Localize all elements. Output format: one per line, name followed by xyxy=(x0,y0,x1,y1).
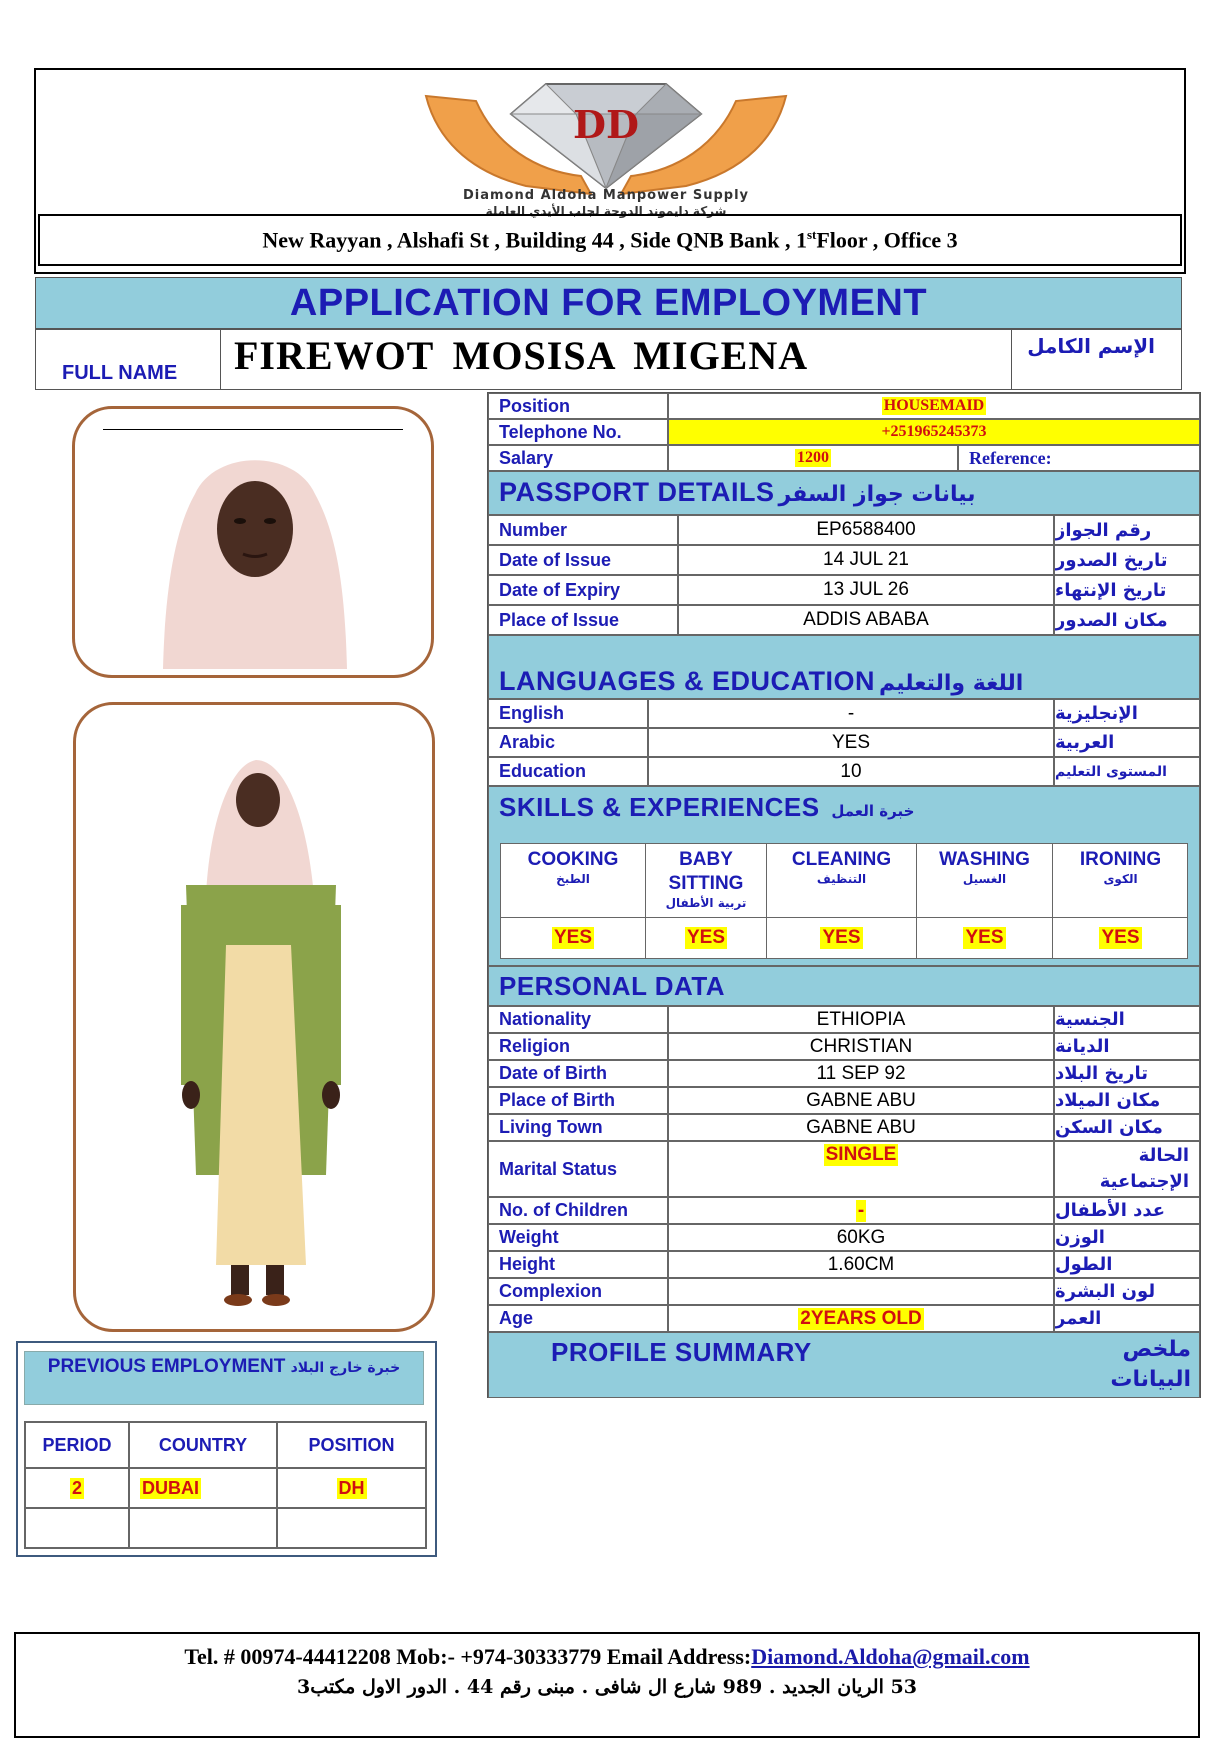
skill-washing-value-cell xyxy=(917,918,1052,958)
skill-baby-sitting-ar: تربية الأطفال xyxy=(665,896,747,910)
svg-text:DD: DD xyxy=(573,102,639,147)
header-box xyxy=(34,68,1186,274)
passport-number-value: EP6588400 xyxy=(678,515,1054,545)
height-ar: الطول xyxy=(1054,1251,1200,1278)
period-cell xyxy=(25,1468,129,1508)
period-value: 2 xyxy=(71,1477,82,1498)
position-value-cell xyxy=(668,393,1200,419)
children-value-cell xyxy=(668,1197,1054,1224)
religion-label: Religion xyxy=(488,1033,668,1060)
arabic-label: Arabic xyxy=(488,728,648,757)
date-of-issue-ar: تاريخ الصدور xyxy=(1054,545,1200,575)
company-name-ar: شركة دايموند الدوحة لجلب الأيدي العاملة xyxy=(485,204,727,218)
skill-cooking-head xyxy=(501,844,645,918)
skill-washing-head xyxy=(917,844,1052,918)
salary-value-cell xyxy=(668,445,958,471)
place-of-issue-label: Place of Issue xyxy=(488,605,678,635)
application-details-table xyxy=(487,392,1201,1398)
skill-ironing xyxy=(1053,844,1188,958)
passport-section-title xyxy=(499,477,976,508)
full-name-row xyxy=(35,329,1182,390)
skill-cleaning-value: YES xyxy=(822,927,861,948)
nationality-label: Nationality xyxy=(488,1006,668,1033)
height-label: Height xyxy=(488,1251,668,1278)
english-value: - xyxy=(648,699,1054,728)
country-cell xyxy=(129,1468,277,1508)
person-full-body-icon xyxy=(76,705,435,1332)
children-label: No. of Children xyxy=(488,1197,668,1224)
place-of-issue-ar: مكان الصدور xyxy=(1054,605,1200,635)
page-title: APPLICATION FOR EMPLOYMENT xyxy=(289,281,928,324)
profile-summary-title-ar: ملخص البيانات xyxy=(1110,1337,1191,1392)
reference-label: Reference: xyxy=(958,445,1200,471)
full-name-label-cell xyxy=(36,330,221,389)
languages-section-header xyxy=(488,635,1200,699)
skill-ironing-value: YES xyxy=(1101,927,1140,948)
skill-baby-sitting-value-cell xyxy=(646,918,766,958)
age-label: Age xyxy=(488,1305,668,1332)
position-header: POSITION xyxy=(277,1422,426,1468)
date-of-birth-value: 11 SEP 92 xyxy=(668,1060,1054,1087)
salary-label: Salary xyxy=(488,445,668,471)
footer-contact-box xyxy=(14,1632,1200,1738)
full-name-ar-cell xyxy=(1011,330,1183,389)
children-value: - xyxy=(857,1199,865,1221)
nationality-value: ETHIOPIA xyxy=(668,1006,1054,1033)
skill-ironing-label: IRONING xyxy=(1079,849,1162,870)
living-town-ar: مكان السكن xyxy=(1054,1114,1200,1141)
address-box xyxy=(38,214,1182,266)
height-value: 1.60CM xyxy=(668,1251,1054,1278)
footer-email-link[interactable]: Diamond.Aldoha@gmail.com xyxy=(751,1644,1030,1669)
date-of-birth-ar: تاريخ البلاد xyxy=(1054,1060,1200,1087)
skill-baby-sitting-label: BABY SITTING xyxy=(668,849,744,894)
date-of-issue-label: Date of Issue xyxy=(488,545,678,575)
skills-title-ar: خبرة العمل xyxy=(831,802,915,820)
place-of-birth-value: GABNE ABU xyxy=(668,1087,1054,1114)
passport-title-ar: بيانات جواز السفر xyxy=(778,482,976,507)
age-value-cell xyxy=(668,1305,1054,1332)
age-value: 2YEARS OLD xyxy=(800,1307,922,1329)
portrait-photo xyxy=(72,406,434,678)
skill-baby-sitting-value: YES xyxy=(686,927,726,948)
marital-status-ar: الحالة الإجتماعية xyxy=(1054,1141,1200,1197)
skill-washing xyxy=(917,844,1053,958)
skill-cleaning-label: CLEANING xyxy=(791,849,892,870)
previous-employment-box xyxy=(16,1341,437,1557)
skill-cooking-ar: الطبخ xyxy=(556,872,590,886)
address-tail: Floor , Office 3 xyxy=(816,227,958,253)
full-body-photo xyxy=(73,702,435,1332)
skill-cleaning xyxy=(767,844,917,958)
english-label: English xyxy=(488,699,648,728)
profile-summary-section xyxy=(488,1332,1200,1398)
date-of-expiry-ar: تاريخ الإنتهاء xyxy=(1054,575,1200,605)
previous-employment-table xyxy=(24,1421,427,1549)
address-sup: st xyxy=(806,226,817,242)
date-of-issue-value: 14 JUL 21 xyxy=(678,545,1054,575)
position-empty-cell xyxy=(277,1508,426,1548)
country-header: COUNTRY xyxy=(129,1422,277,1468)
place-of-birth-label: Place of Birth xyxy=(488,1087,668,1114)
arabic-ar: العربية xyxy=(1054,728,1200,757)
place-of-issue-value: ADDIS ABABA xyxy=(678,605,1054,635)
education-value: 10 xyxy=(648,757,1054,786)
religion-ar: الديانة xyxy=(1054,1033,1200,1060)
full-name-label: FULL NAME xyxy=(62,362,178,384)
education-ar: المستوى التعليم xyxy=(1054,757,1200,786)
complexion-label: Complexion xyxy=(488,1278,668,1305)
personal-section-header xyxy=(488,966,1200,1006)
skill-ironing-head xyxy=(1053,844,1188,918)
passport-title-en: PASSPORT DETAILS xyxy=(499,477,775,507)
telephone-label: Telephone No. xyxy=(488,419,668,445)
skill-cooking-value: YES xyxy=(553,927,593,948)
children-ar: عدد الأطفال xyxy=(1054,1197,1200,1224)
position-cell xyxy=(277,1468,426,1508)
company-address xyxy=(262,227,957,253)
passport-number-label: Number xyxy=(488,515,678,545)
telephone-value-cell xyxy=(668,419,1200,445)
skill-washing-ar: الغسيل xyxy=(962,872,1007,886)
skill-cleaning-value-cell xyxy=(767,918,916,958)
complexion-value xyxy=(668,1278,1054,1305)
telephone-value: +251965245373 xyxy=(881,423,987,440)
personal-section-title: PERSONAL DATA xyxy=(499,971,726,1001)
marital-status-value: SINGLE xyxy=(825,1144,897,1165)
period-header: PERIOD xyxy=(25,1422,129,1468)
skills-title-en: SKILLS & EXPERIENCES xyxy=(499,792,820,822)
full-name-label-ar: الإسم الكامل xyxy=(1027,334,1155,358)
position-label: Position xyxy=(488,393,668,419)
full-name-value: FIREWOT MOSISA MIGENA xyxy=(234,333,809,378)
skill-ironing-value-cell xyxy=(1053,918,1188,958)
footer-contact-line xyxy=(16,1644,1198,1670)
weight-label: Weight xyxy=(488,1224,668,1251)
education-label: Education xyxy=(488,757,648,786)
languages-title-ar: اللغة والتعليم xyxy=(879,671,1024,696)
country-empty-cell xyxy=(129,1508,277,1548)
position-prev-value: DH xyxy=(338,1477,365,1498)
skills-section-title xyxy=(499,792,914,823)
passport-section-header xyxy=(488,471,1200,515)
position-value: HOUSEMAID xyxy=(883,397,985,414)
salary-value: 1200 xyxy=(797,449,829,466)
english-ar: الإنجليزية xyxy=(1054,699,1200,728)
profile-summary-title: PROFILE SUMMARY xyxy=(551,1337,812,1367)
place-of-birth-ar: مكان الميلاد xyxy=(1054,1087,1200,1114)
skill-washing-value: YES xyxy=(965,927,1004,948)
date-of-expiry-label: Date of Expiry xyxy=(488,575,678,605)
skill-cooking xyxy=(501,844,646,958)
skill-baby-sitting xyxy=(646,844,767,958)
arabic-value: YES xyxy=(648,728,1054,757)
skill-baby-sitting-head xyxy=(646,844,766,918)
weight-ar: الوزن xyxy=(1054,1224,1200,1251)
age-ar: العمر xyxy=(1054,1305,1200,1332)
company-name-en: Diamond Aldoha Manpower Supply xyxy=(462,188,749,203)
languages-section-title xyxy=(499,666,1023,697)
address-main: New Rayyan , Alshafi St , Building 44 , Side QNB Bank , 1 xyxy=(262,227,807,253)
previous-employment-title xyxy=(25,1356,423,1378)
skill-washing-label: WASHING xyxy=(939,849,1030,870)
previous-employment-header xyxy=(24,1351,424,1405)
languages-title-en: LANGUAGES & EDUCATION xyxy=(499,666,876,696)
skill-cleaning-head xyxy=(767,844,916,918)
period-empty-cell xyxy=(25,1508,129,1548)
skill-ironing-ar: الكوى xyxy=(1103,872,1138,886)
title-bar xyxy=(35,277,1182,329)
previous-employment-title-en: PREVIOUS EMPLOYMENT xyxy=(47,1356,286,1377)
country-value: DUBAI xyxy=(142,1477,199,1498)
skill-cooking-label: COOKING xyxy=(527,849,619,870)
complexion-ar: لون البشرة xyxy=(1054,1278,1200,1305)
nationality-ar: الجنسية xyxy=(1054,1006,1200,1033)
footer-contact-text: Tel. # 00974-44412208 Mob:- +974-30333779 Email Address: xyxy=(184,1644,752,1669)
skill-cleaning-ar: التنظيف xyxy=(816,872,867,886)
skill-cooking-value-cell xyxy=(501,918,645,958)
person-portrait-icon xyxy=(75,409,434,678)
passport-number-ar: رقم الجواز xyxy=(1054,515,1200,545)
footer-address-ar: 53 الريان الجديد . 989 شارع ال شافى . مبنى رقم 44 . الدور الاول مكتب3 xyxy=(297,1676,917,1698)
date-of-birth-label: Date of Birth xyxy=(488,1060,668,1087)
marital-status-value-cell xyxy=(668,1141,1054,1197)
skills-grid xyxy=(500,843,1188,959)
living-town-value: GABNE ABU xyxy=(668,1114,1054,1141)
marital-status-label: Marital Status xyxy=(488,1141,668,1197)
living-town-label: Living Town xyxy=(488,1114,668,1141)
date-of-expiry-value: 13 JUL 26 xyxy=(678,575,1054,605)
religion-value: CHRISTIAN xyxy=(668,1033,1054,1060)
previous-employment-title-ar: خبرة خارج البلاد xyxy=(290,1360,401,1376)
weight-value: 60KG xyxy=(668,1224,1054,1251)
